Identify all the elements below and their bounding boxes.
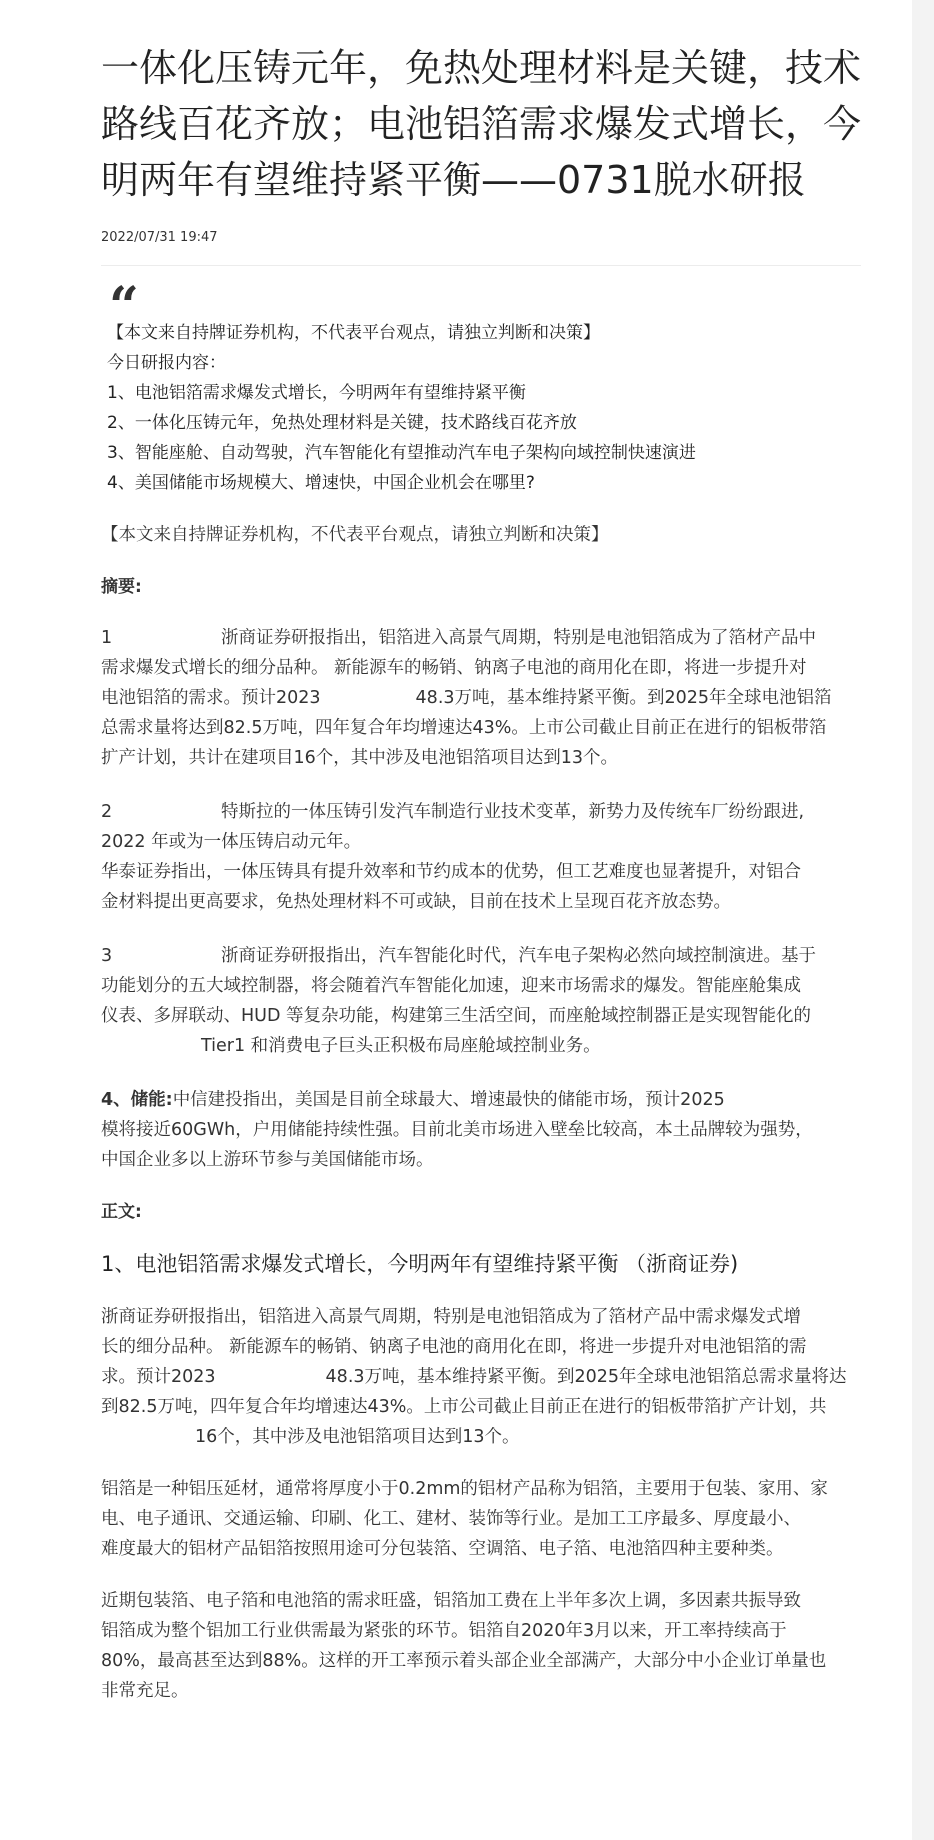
summary-text: 仪表、多屏联动、HUD 等复杂功能，构建第三生活空间，而座舱域控制器正是实现智能化的 [101,1006,812,1026]
divider [101,265,861,266]
body-paragraph [101,1474,861,1564]
body-text: 近期包装箔、电子箔和电池箔的需求旺盛，铝箔加工费在上半年多次上调，多因素共振导致 [101,1591,801,1611]
summary-text: 模将接近60GWh，户用储能持续性强。目前北美市场进入壁垒比较高，本土品牌较为强势， [101,1120,813,1140]
summary-text: 中信建投指出，美国是目前全球最大、增速最快的储能市场，预计2025 [172,1090,725,1110]
summary-text: 特斯拉的一体压铸引发汽车制造行业技术变革，新势力及传统车厂纷纷跟进, [221,802,805,822]
body-text: 铝箔成为整个铝加工行业供需最为紧张的环节。铝箔自2020年3月以来，开工率持续高于 [101,1621,787,1641]
summary-text: 华泰证券指出，一体压铸具有提升效率和节约成本的优势，但工艺难度也显著提升，对铝合 [101,862,801,882]
summary-item-3 [101,941,861,1061]
body-text: 难度最大的铝材产品铝箔按照用途可分包装箔、空调箔、电子箔、电池箔四种主要种类。 [101,1539,784,1559]
body-text: 长的细分品种。 新能源车的畅销、钠离子电池的商用化在即，将进一步提升对电池铝箔的需 [101,1337,807,1357]
body-text: 48.3万吨，基本维持紧平衡。到2025年全球电池铝箔总需求量将达 [325,1367,847,1387]
summary-text: 需求爆发式增长的细分品种。 新能源车的畅销、钠离子电池的商用化在即，将进一步提升对 [101,658,807,678]
body-text: 浙商证券研报指出，铝箔进入高景气周期，特别是电池铝箔成为了箔材产品中需求爆发式增 [101,1307,801,1327]
summary-text: 2022 年或为一体压铸启动元年。 [101,832,362,852]
disclaimer: 【本文来自持牌证券机构，不代表平台观点，请独立判断和决策】 [101,525,609,545]
body-text: 16个，其中涉及电池铝箔项目达到13个。 [195,1427,520,1447]
article [101,40,861,1706]
summary-number: 2 [101,802,113,822]
section-heading: 1、电池铝箔需求爆发式增长，今明两年有望维持紧平衡 （浙商证券) [101,1252,739,1276]
publish-date: 2022/07/31 19:47 [101,230,218,245]
summary-text: 浙商证券研报指出，铝箔进入高景气周期，特别是电池铝箔成为了箔材产品中 [221,628,816,648]
body-paragraph [101,1586,861,1706]
summary-text: 金材料提出更高要求，免热处理材料不可或缺，目前在技术上呈现百花齐放态势。 [101,892,731,912]
body-text: 电、电子通讯、交通运输、印刷、化工、建材、装饰等行业。是加工工序最多、厚度最小、 [101,1509,801,1529]
summary-text: 48.3万吨，基本维持紧平衡。到2025年全球电池铝箔 [415,688,832,708]
summary-text: 扩产计划，共计在建项目16个，其中涉及电池铝箔项目达到13个。 [101,748,619,768]
summary-text: 功能划分的五大域控制器，将会随着汽车智能化加速，迎来市场需求的爆发。智能座舱集成 [101,976,801,996]
article-title: 一体化压铸元年，免热处理材料是关键，技术路线百花齐放；电池铝箔需求爆发式增长，今明两年有望维持紧平衡——0731脱水研报 [101,46,862,202]
summary-item-1 [101,623,861,773]
quote-line: 1、电池铝箔需求爆发式增长，今明两年有望维持紧平衡 [107,383,526,403]
quote-line: 4、美国储能市场规模大、增速快，中国企业机会在哪里? [107,473,535,493]
summary-number: 1 [101,628,113,648]
body-text: 非常充足。 [101,1681,189,1701]
summary-text: 浙商证券研报指出，汽车智能化时代，汽车电子架构必然向域控制演进。基于 [221,946,816,966]
scrollbar-track[interactable] [912,0,934,1840]
quote-line: 3、智能座舱、自动驾驶，汽车智能化有望推动汽车电子架构向域控制快速演进 [107,443,696,463]
body-label: 正文: [101,1202,142,1222]
body-text: 求。预计2023 [101,1367,216,1387]
quote-icon: “ [109,276,139,337]
summary-text: 中国企业多以上游环节参与美国储能市场。 [101,1150,434,1170]
body-text: 到82.5万吨，四年复合年均增速达43%。上市公司截止目前正在进行的铝板带箔扩产计划，共 [101,1397,827,1417]
summary-text: 电池铝箔的需求。预计2023 [101,688,321,708]
summary-label: 摘要: [101,577,142,597]
body-text: 80%，最高甚至达到88%。这样的开工率预示着头部企业全部满产，大部分中小企业订单量也 [101,1651,827,1671]
body-paragraph [101,1302,861,1452]
summary-text: Tier1 和消费电子巨头正积极布局座舱域控制业务。 [201,1036,601,1056]
quote-line: 2、一体化压铸元年，免热处理材料是关键，技术路线百花齐放 [107,413,577,433]
quote-line: 【本文来自持牌证券机构，不代表平台观点，请独立判断和决策】 [107,323,600,343]
quote-line: 今日研报内容： [107,353,226,373]
summary-item-2 [101,797,861,917]
summary-item-4 [101,1085,861,1175]
quote-block [101,276,861,498]
body-text: 铝箔是一种铝压延材，通常将厚度小于0.2mm的铝材产品称为铝箔，主要用于包装、家用、家 [101,1479,828,1499]
summary-text: 总需求量将达到82.5万吨，四年复合年均增速达43%。上市公司截止目前正在进行的铝板带箔 [101,718,827,738]
summary-number: 3 [101,946,113,966]
summary-label-storage: 4、储能: [101,1090,173,1110]
